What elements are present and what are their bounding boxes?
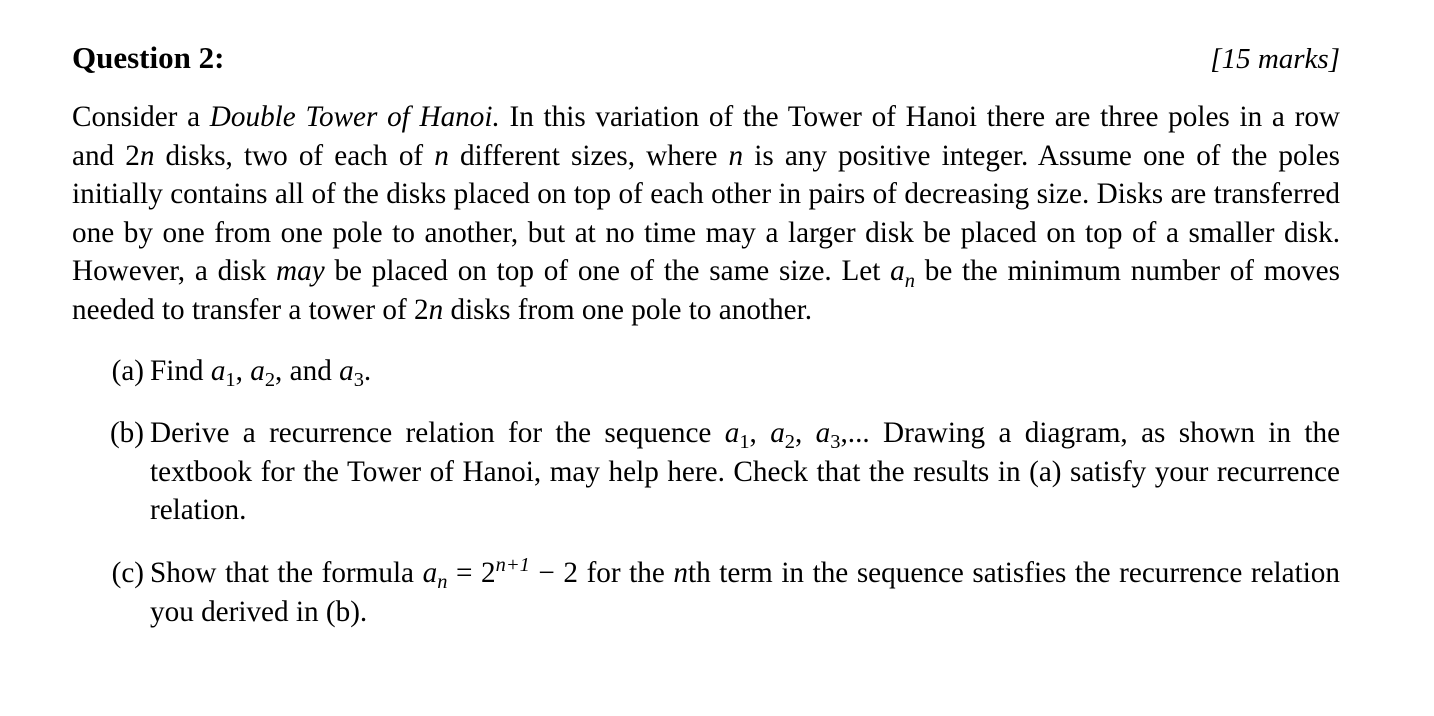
part-text-segment: = 2 <box>447 556 496 589</box>
math-var: a <box>815 417 831 450</box>
math-var: a <box>250 354 265 387</box>
math-var: n <box>673 556 688 589</box>
math-var: n <box>728 139 744 172</box>
math-var: a <box>724 417 740 450</box>
intro-text: Consider a <box>72 101 210 133</box>
part-text <box>150 352 1340 391</box>
math-var: a <box>210 354 226 387</box>
math-subscript: 2 <box>784 431 796 454</box>
part-text-segment: ,... Drawing a diagram, as shown in the textbook for the Tower of Hanoi, may help here. Check that the results in (a) satisfy your recurrence relation. <box>150 417 1341 527</box>
part-text-segment: Show that the formula <box>150 556 423 589</box>
part-text-segment: , and <box>275 354 340 387</box>
part-label-wrap <box>72 554 150 631</box>
intro-emphasis: may <box>276 255 325 288</box>
part-text-segment: Derive a recurrence relation for the sequence <box>150 417 725 450</box>
intro-text: disks from one pole to another. <box>443 293 813 326</box>
part-label: (c) <box>111 556 144 589</box>
math-subscript: 2 <box>264 368 276 391</box>
part-a <box>72 352 1340 391</box>
math-var: a <box>890 255 905 288</box>
math-var: a <box>770 417 785 450</box>
intro-text: In this variation of the Tower of Hanoi there are three poles in a row and 2 <box>72 101 1340 172</box>
question-parts <box>72 352 1340 632</box>
intro-text: be placed on top of one of the same size. Let <box>324 255 891 288</box>
part-text-segment: . <box>363 354 372 387</box>
intro-text: be the minimum number of moves needed to transfer a tower of 2 <box>72 255 1340 326</box>
part-c <box>72 554 1340 631</box>
part-label-wrap <box>72 414 150 530</box>
intro-text: disks, two of each of <box>154 139 435 172</box>
intro-text: different sizes, where <box>448 139 729 172</box>
math-var: n <box>434 139 449 172</box>
math-subscript: n <box>904 269 915 292</box>
intro-text: is any positive integer. Assume one of the poles initially contains all of the disks placed on top of each other in pairs of decreasing size. Disks are transferred one by one from one pole to another, but at no time may a larger disk be placed on top of a smaller disk. However, a disk <box>72 139 1340 288</box>
part-text <box>150 414 1340 530</box>
part-text-segment: Find <box>150 354 211 387</box>
part-text-segment: th term in the sequence satisfies the recurrence relation you derived in (b). <box>150 556 1340 628</box>
question-page <box>72 40 1340 631</box>
math-var: a <box>422 556 438 589</box>
question-intro <box>72 98 1340 330</box>
math-var: a <box>339 354 354 387</box>
math-subscript: 1 <box>739 431 750 454</box>
part-label-wrap <box>72 352 150 391</box>
part-label: (a) <box>111 354 144 387</box>
math-subscript: 3 <box>830 431 841 454</box>
intro-emphasis: Double Tower of Hanoi. <box>209 101 500 133</box>
part-text-segment: , <box>795 417 816 450</box>
math-var: n <box>428 293 444 326</box>
math-subscript: 3 <box>353 368 364 391</box>
question-marks: [15 marks] <box>1210 43 1340 75</box>
part-b <box>72 414 1340 530</box>
part-text <box>150 554 1340 631</box>
math-subscript: 1 <box>225 368 236 391</box>
part-text-segment: − 2 for the <box>529 556 674 589</box>
question-title: Question 2: <box>72 40 225 75</box>
math-superscript: n+1 <box>495 553 530 576</box>
question-header <box>72 40 1340 84</box>
part-text-segment: , <box>749 417 771 450</box>
part-text-segment: , <box>235 354 251 387</box>
part-label: (b) <box>109 417 144 450</box>
math-subscript: n <box>437 571 448 594</box>
math-var: n <box>139 139 155 172</box>
